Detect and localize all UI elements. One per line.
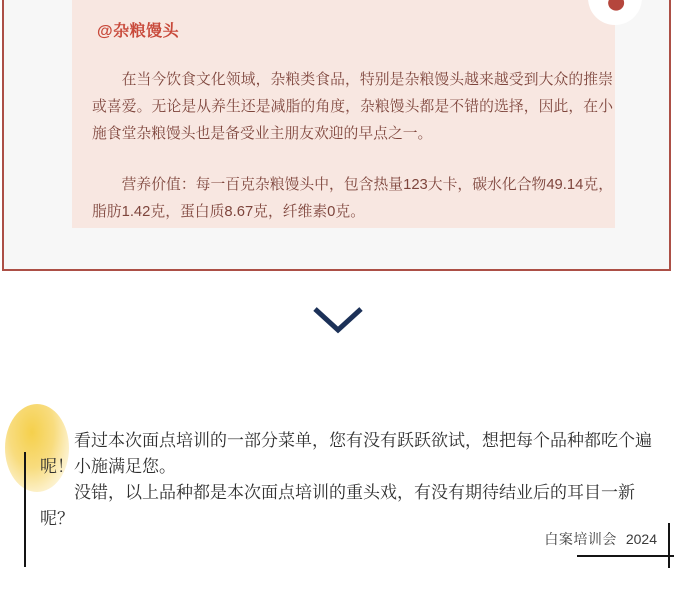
intro-panel: [72, 0, 615, 228]
footer-label: 白案培训会: [544, 531, 617, 547]
footer-horizontal-rule: [577, 555, 674, 557]
nutrition-paragraph: 营养价值：每一百克杂粮馒头中，包含热量123大卡，碳水化合物49.14克，脂肪1.42克，蛋白质8.67克，纤维素0克。: [92, 177, 613, 220]
flame-icon: [600, 0, 630, 16]
left-vertical-rule: [24, 452, 26, 567]
outro-text: [40, 428, 665, 532]
intro-card: [2, 0, 671, 271]
footer-vertical-rule: [668, 523, 670, 568]
outro-paragraph: 没错，以上品种都是本次面点培训的重头戏，有没有期待结业后的耳目一新呢？: [40, 483, 635, 528]
intro-paragraph: 在当今饮食文化领域，杂粮类食品，特别是杂粮馒头越来越受到大众的推崇或喜爱。无论是从养生还是减脂的角度，杂粮馒头都是不错的选择，因此，在小施食堂杂粮馒头也是备受业主朋友欢迎的早点之一。: [92, 72, 613, 142]
footer-year: 2024: [625, 531, 657, 547]
dish-title: @杂粮馒头: [97, 23, 180, 40]
section-divider: [312, 306, 364, 334]
chevron-down-icon: [312, 306, 364, 334]
footer-caption: [544, 529, 657, 549]
outro-paragraph: 看过本次面点培训的一部分菜单，您有没有跃跃欲试，想把每个品种都吃个遍呢！小施满足您。: [40, 431, 652, 476]
